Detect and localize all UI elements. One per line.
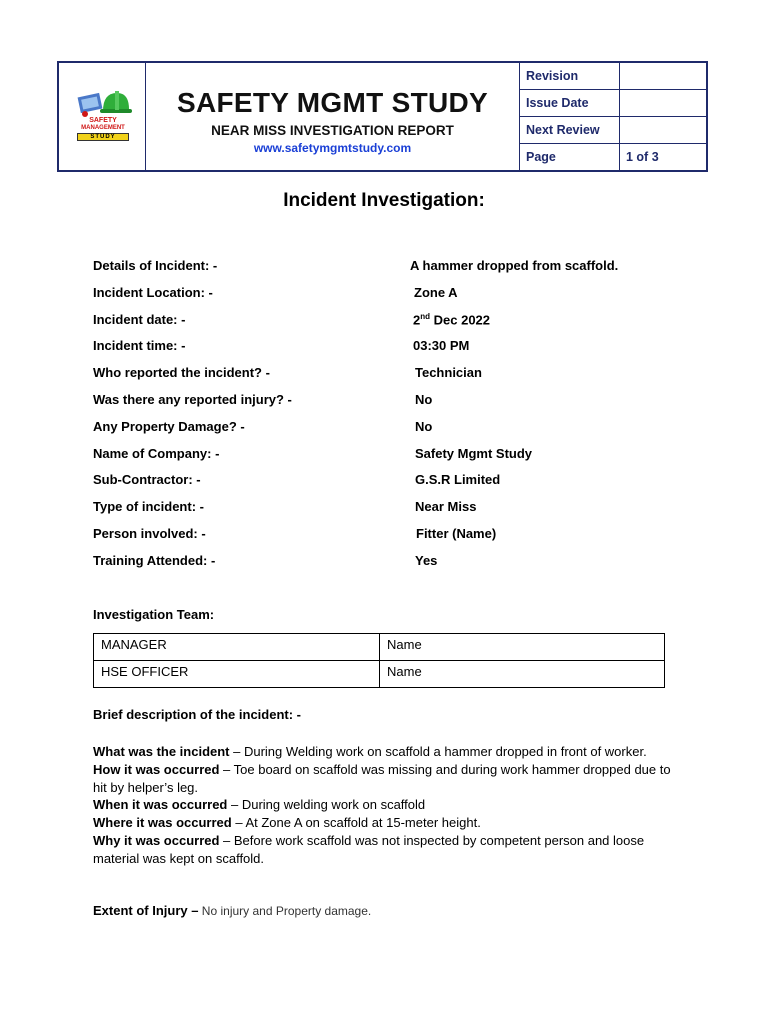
detail-label: Sub-Contractor: -	[93, 472, 201, 488]
narrative-item	[93, 761, 683, 797]
safety-management-logo	[73, 87, 133, 145]
detail-label: Type of incident: -	[93, 499, 204, 515]
detail-label: Any Property Damage? -	[93, 418, 245, 434]
detail-label: Name of Company: -	[93, 445, 220, 461]
narrative-item	[93, 796, 683, 814]
logo-line-2: MANAGEMENT	[81, 125, 125, 131]
team-role: MANAGER	[94, 634, 380, 661]
narrative-question: How it was occurred	[93, 761, 220, 777]
detail-row	[93, 499, 693, 526]
meta-row-revision	[520, 63, 706, 89]
team-member-name: Name	[380, 661, 665, 688]
detail-value: 03:30 PM	[413, 338, 470, 354]
logo-line-1: SAFETY	[89, 117, 117, 124]
detail-label: Who reported the incident? -	[93, 365, 270, 381]
meta-value	[620, 63, 707, 89]
detail-row	[93, 338, 693, 365]
detail-value: No	[415, 418, 433, 434]
detail-value: No	[415, 391, 433, 407]
detail-row	[93, 285, 693, 312]
logo-line-3: STUDY	[77, 133, 129, 141]
page-title: Incident Investigation:	[283, 190, 485, 211]
extent-label: Extent of Injury –	[93, 903, 199, 918]
detail-value: A hammer dropped from scaffold.	[410, 258, 619, 273]
detail-value: Yes	[415, 552, 438, 568]
detail-row	[93, 419, 693, 446]
meta-row-next-review	[520, 116, 706, 143]
detail-value: Fitter (Name)	[416, 525, 497, 541]
date-day: 2	[413, 311, 421, 327]
detail-row	[93, 472, 693, 499]
detail-label: Training Attended: -	[93, 552, 216, 568]
meta-label: Revision	[520, 63, 620, 89]
detail-value: Technician	[415, 365, 482, 381]
detail-value-date	[413, 312, 490, 327]
detail-value: G.S.R Limited	[415, 472, 501, 488]
meta-label: Next Review	[520, 116, 620, 143]
detail-row	[93, 392, 693, 419]
incident-narrative	[93, 743, 683, 868]
detail-row	[93, 258, 693, 285]
meta-row-page	[520, 143, 706, 170]
narrative-question: When it was occurred	[93, 797, 228, 813]
detail-label: Incident Location: -	[93, 284, 213, 300]
detail-label: Person involved: -	[93, 525, 206, 541]
meta-value: 1 of 3	[620, 143, 707, 170]
investigation-team-label: Investigation Team:	[93, 607, 215, 622]
team-member-name: Name	[380, 634, 665, 661]
report-header	[57, 61, 708, 172]
logo-cell	[59, 63, 146, 170]
narrative-answer: – At Zone A on scaffold at 15-meter height.	[231, 815, 481, 831]
narrative-answer: – Toe board on scaffold was missing and during work hammer dropped due to hit by helper’s leg.	[93, 761, 671, 795]
narrative-answer: – During Welding work on scaffold a hammer dropped in front of worker.	[229, 744, 647, 759]
meta-value	[620, 116, 707, 143]
narrative-item	[93, 743, 683, 761]
meta-label: Page	[520, 143, 620, 170]
table-row	[94, 661, 665, 688]
team-role: HSE OFFICER	[94, 661, 380, 688]
investigation-team-table	[93, 633, 665, 688]
detail-row	[93, 526, 693, 553]
narrative-answer: – During welding work on scaffold	[227, 797, 426, 813]
date-ordinal: nd	[420, 311, 431, 321]
worker-helmet-icon	[73, 87, 133, 119]
detail-value: Near Miss	[415, 499, 477, 515]
detail-value: Safety Mgmt Study	[415, 445, 533, 461]
detail-row	[93, 312, 693, 339]
narrative-item	[93, 814, 683, 832]
website-link[interactable]: www.safetymgmtstudy.com	[253, 141, 412, 155]
detail-label: Incident date: -	[93, 311, 186, 327]
detail-row	[93, 553, 693, 580]
document-control-table	[520, 63, 706, 170]
narrative-answer: – Before work scaffold was not inspected by competent person and loose material was kept on scaffold.	[93, 832, 645, 866]
narrative-question: What was the incident	[93, 744, 230, 759]
brief-description-label: Brief description of the incident: -	[93, 707, 302, 722]
narrative-question: Why it was occurred	[93, 832, 220, 848]
meta-value	[620, 89, 707, 116]
company-title: SAFETY MGMT STUDY	[176, 87, 489, 118]
report-type-title: NEAR MISS INVESTIGATION REPORT	[211, 123, 454, 138]
detail-row	[93, 365, 693, 392]
extent-of-injury	[93, 903, 371, 918]
detail-row	[93, 446, 693, 473]
table-row	[94, 634, 665, 661]
narrative-question: Where it was occurred	[93, 815, 232, 831]
detail-label: Was there any reported injury? -	[93, 391, 292, 407]
date-rest: Dec 2022	[430, 311, 491, 327]
detail-value: Zone A	[414, 284, 458, 300]
incident-details	[93, 258, 693, 580]
extent-value: No injury and Property damage.	[198, 904, 372, 918]
meta-row-issue-date	[520, 89, 706, 116]
meta-label: Issue Date	[520, 89, 620, 116]
title-cell	[146, 63, 520, 170]
narrative-item	[93, 832, 683, 868]
detail-label: Incident time: -	[93, 338, 186, 354]
detail-label: Details of Incident: -	[93, 258, 218, 273]
